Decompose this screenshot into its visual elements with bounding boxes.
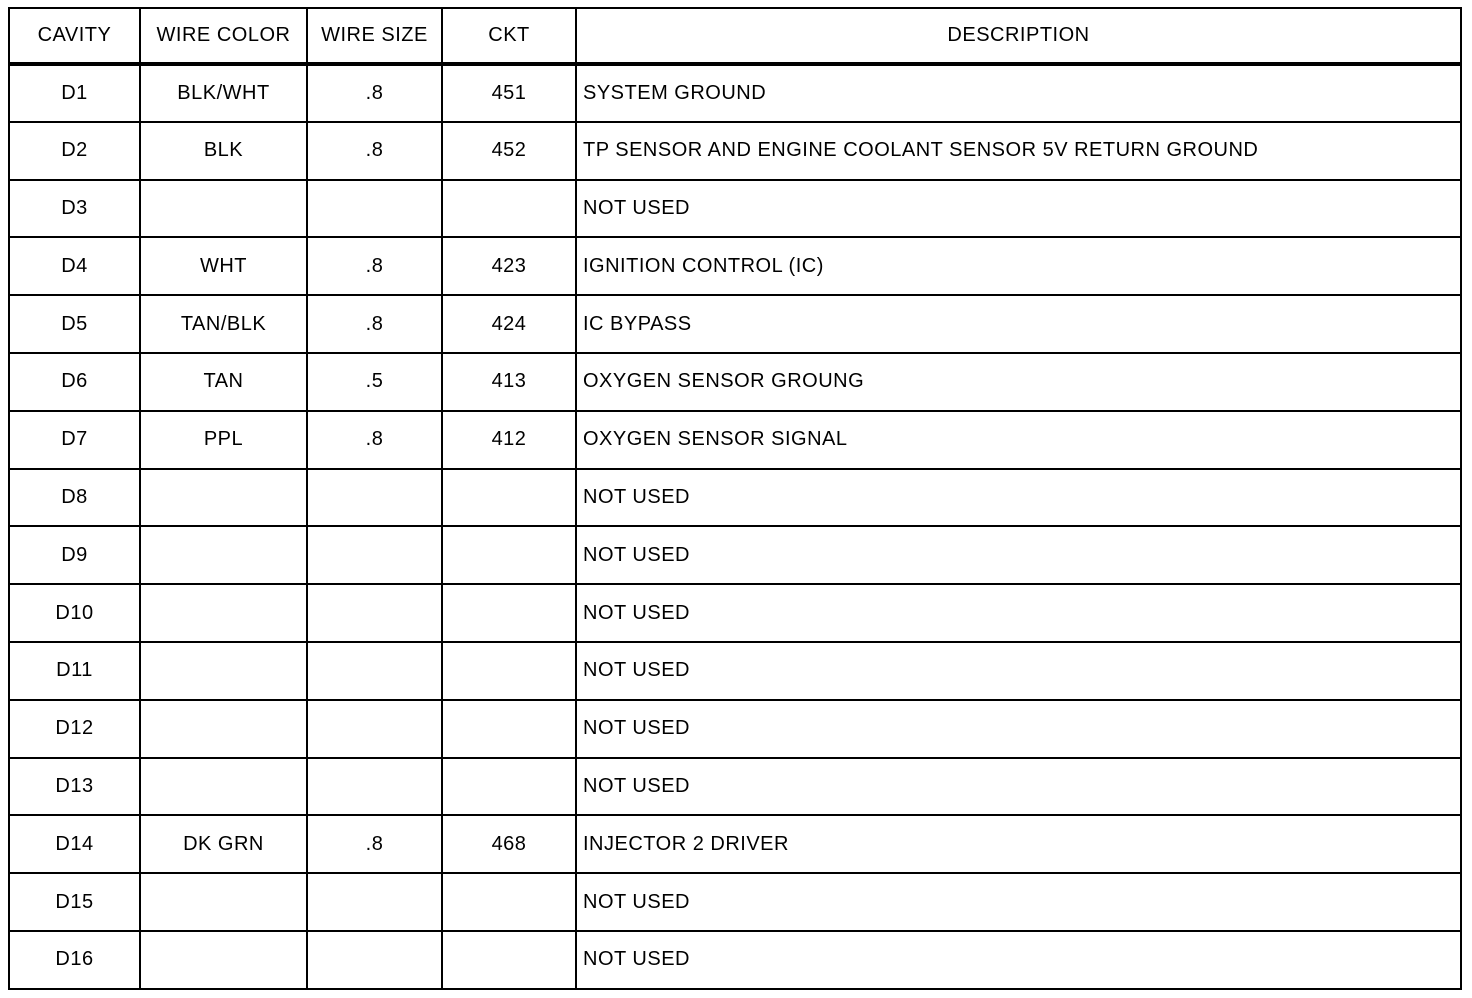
cell-description: NOT USED bbox=[576, 469, 1461, 527]
cell-wire-color bbox=[140, 931, 307, 989]
cell-ckt bbox=[442, 758, 576, 816]
cell-wire-color bbox=[140, 584, 307, 642]
cell-cavity: D13 bbox=[9, 758, 140, 816]
cell-cavity: D6 bbox=[9, 353, 140, 411]
cell-wire-size bbox=[307, 642, 442, 700]
cell-cavity: D4 bbox=[9, 237, 140, 295]
cell-wire-color bbox=[140, 873, 307, 931]
table-row bbox=[9, 411, 1461, 469]
cell-cavity: D10 bbox=[9, 584, 140, 642]
table-row bbox=[9, 584, 1461, 642]
cell-ckt: 413 bbox=[442, 353, 576, 411]
cell-cavity: D11 bbox=[9, 642, 140, 700]
cell-wire-size bbox=[307, 526, 442, 584]
cell-ckt: 424 bbox=[442, 295, 576, 353]
cell-cavity: D1 bbox=[9, 64, 140, 122]
cell-wire-size: .8 bbox=[307, 237, 442, 295]
table-body bbox=[9, 64, 1461, 989]
cell-description: NOT USED bbox=[576, 642, 1461, 700]
cell-cavity: D7 bbox=[9, 411, 140, 469]
cell-wire-size bbox=[307, 931, 442, 989]
table-row bbox=[9, 64, 1461, 122]
table-row bbox=[9, 931, 1461, 989]
cell-wire-size: .8 bbox=[307, 122, 442, 180]
cell-ckt: 451 bbox=[442, 64, 576, 122]
header-cavity: CAVITY bbox=[9, 8, 140, 64]
cell-wire-size: .8 bbox=[307, 64, 442, 122]
cell-ckt bbox=[442, 584, 576, 642]
cell-wire-size bbox=[307, 584, 442, 642]
table-row bbox=[9, 237, 1461, 295]
table-row bbox=[9, 353, 1461, 411]
cell-wire-color: BLK bbox=[140, 122, 307, 180]
table-header bbox=[9, 8, 1461, 64]
cell-description: IGNITION CONTROL (IC) bbox=[576, 237, 1461, 295]
table-row bbox=[9, 642, 1461, 700]
table-row bbox=[9, 700, 1461, 758]
table-row bbox=[9, 180, 1461, 238]
cell-wire-color bbox=[140, 758, 307, 816]
cell-wire-size bbox=[307, 469, 442, 527]
cell-cavity: D8 bbox=[9, 469, 140, 527]
cell-description: SYSTEM GROUND bbox=[576, 64, 1461, 122]
cell-ckt bbox=[442, 180, 576, 238]
cell-wire-size: .5 bbox=[307, 353, 442, 411]
cell-cavity: D16 bbox=[9, 931, 140, 989]
header-wire-size: WIRE SIZE bbox=[307, 8, 442, 64]
table-row bbox=[9, 122, 1461, 180]
cell-ckt bbox=[442, 931, 576, 989]
cell-wire-color: TAN/BLK bbox=[140, 295, 307, 353]
cell-cavity: D5 bbox=[9, 295, 140, 353]
cell-description: OXYGEN SENSOR GROUNG bbox=[576, 353, 1461, 411]
cell-wire-color: PPL bbox=[140, 411, 307, 469]
cell-wire-size bbox=[307, 700, 442, 758]
cell-ckt bbox=[442, 700, 576, 758]
cell-description: INJECTOR 2 DRIVER bbox=[576, 815, 1461, 873]
cell-description: NOT USED bbox=[576, 700, 1461, 758]
cell-wire-color: DK GRN bbox=[140, 815, 307, 873]
cell-cavity: D2 bbox=[9, 122, 140, 180]
cell-ckt bbox=[442, 873, 576, 931]
cell-description: NOT USED bbox=[576, 873, 1461, 931]
cell-cavity: D3 bbox=[9, 180, 140, 238]
cell-description: NOT USED bbox=[576, 526, 1461, 584]
cell-description: NOT USED bbox=[576, 584, 1461, 642]
cell-description: NOT USED bbox=[576, 931, 1461, 989]
cell-ckt bbox=[442, 469, 576, 527]
table-row bbox=[9, 295, 1461, 353]
cell-cavity: D14 bbox=[9, 815, 140, 873]
cell-wire-color bbox=[140, 700, 307, 758]
cell-ckt: 468 bbox=[442, 815, 576, 873]
cell-wire-color: WHT bbox=[140, 237, 307, 295]
cell-wire-color bbox=[140, 526, 307, 584]
cell-wire-color bbox=[140, 642, 307, 700]
header-wire-color: WIRE COLOR bbox=[140, 8, 307, 64]
header-description: DESCRIPTION bbox=[576, 8, 1461, 64]
cell-ckt bbox=[442, 526, 576, 584]
cell-ckt: 412 bbox=[442, 411, 576, 469]
cell-description: OXYGEN SENSOR SIGNAL bbox=[576, 411, 1461, 469]
connector-pinout-table-container bbox=[8, 7, 1460, 987]
cell-description: IC BYPASS bbox=[576, 295, 1461, 353]
cell-cavity: D15 bbox=[9, 873, 140, 931]
cell-ckt: 423 bbox=[442, 237, 576, 295]
cell-wire-size: .8 bbox=[307, 295, 442, 353]
table-row bbox=[9, 815, 1461, 873]
cell-wire-size bbox=[307, 873, 442, 931]
cell-wire-color: TAN bbox=[140, 353, 307, 411]
cell-ckt bbox=[442, 642, 576, 700]
cell-wire-size: .8 bbox=[307, 411, 442, 469]
cell-wire-size bbox=[307, 758, 442, 816]
cell-description: NOT USED bbox=[576, 758, 1461, 816]
cell-cavity: D12 bbox=[9, 700, 140, 758]
cell-wire-size: .8 bbox=[307, 815, 442, 873]
cell-wire-color bbox=[140, 180, 307, 238]
cell-wire-color bbox=[140, 469, 307, 527]
cell-ckt: 452 bbox=[442, 122, 576, 180]
cell-description: NOT USED bbox=[576, 180, 1461, 238]
cell-cavity: D9 bbox=[9, 526, 140, 584]
cell-wire-size bbox=[307, 180, 442, 238]
header-ckt: CKT bbox=[442, 8, 576, 64]
table-row bbox=[9, 526, 1461, 584]
cell-description: TP SENSOR AND ENGINE COOLANT SENSOR 5V RETURN GROUND bbox=[576, 122, 1461, 180]
table-row bbox=[9, 758, 1461, 816]
header-row bbox=[9, 8, 1461, 64]
table-row bbox=[9, 469, 1461, 527]
table-row bbox=[9, 873, 1461, 931]
cell-wire-color: BLK/WHT bbox=[140, 64, 307, 122]
connector-pinout-table bbox=[8, 7, 1462, 990]
